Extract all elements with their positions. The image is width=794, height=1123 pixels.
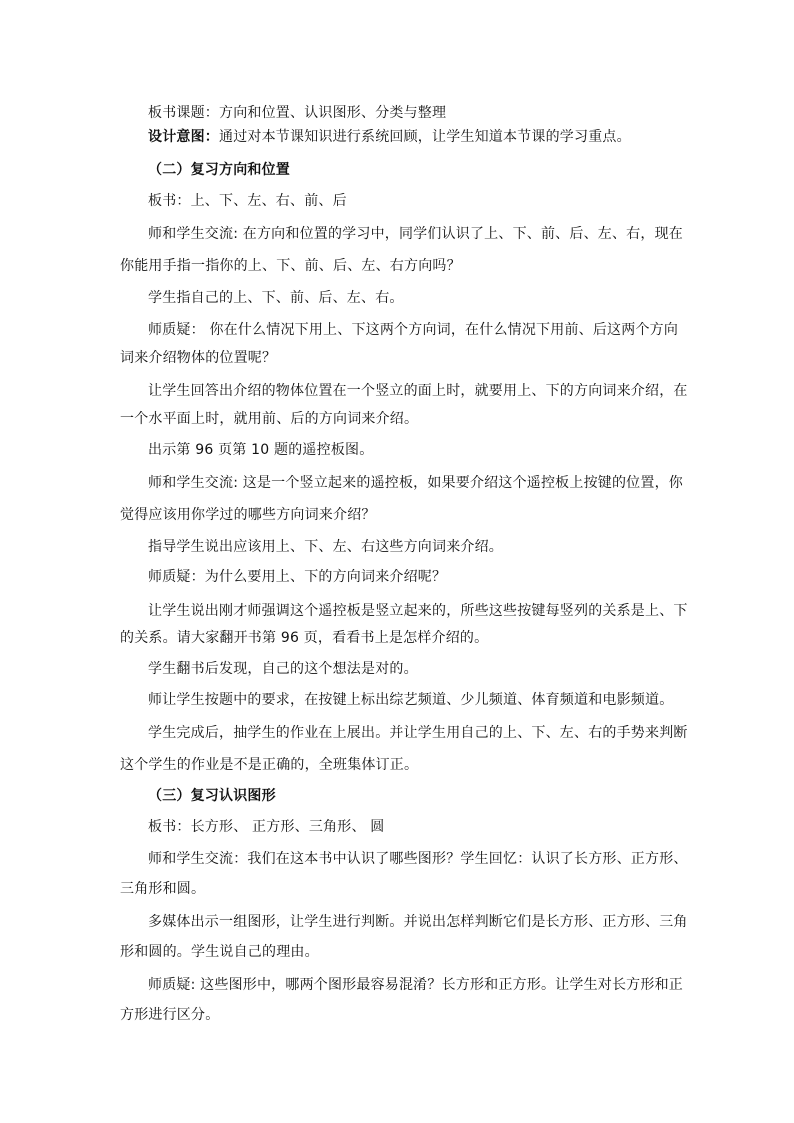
- s2-p4-line1: 让学生回答出介绍的物体位置在一个竖立的面上时，就要用上、下的方向词来介绍，在: [148, 383, 688, 399]
- s2-p1-line2: 你能用手指一指你的上、下、前、后、左、右方向吗？: [120, 258, 461, 274]
- s2-p7: 指导学生说出应该用上、下、左、右这些方向词来介绍。: [148, 539, 503, 555]
- s3-p1-line1: 师和学生交流：我们在这本书中认识了哪些图形？学生回忆：认识了长方形、正方形、: [148, 851, 688, 867]
- s2-p12-line1: 学生完成后，抽学生的作业在上展出。并让学生用自己的上、下、左、右的手势来判断: [148, 725, 688, 741]
- s2-p3-line2: 词来介绍物体的位置呢？: [120, 350, 277, 366]
- design-intent-label: 设计意图：: [148, 129, 219, 145]
- s2-p8: 师质疑：为什么要用上、下的方向词来介绍呢？: [148, 569, 447, 585]
- s2-p10: 学生翻书后发现，自己的这个想法是对的。: [148, 661, 418, 677]
- s3-p3-line1: 师质疑: 这些图形中，哪两个图形最容易混淆？长方形和正方形。让学生对长方形和正: [148, 977, 683, 993]
- s2-p9-line1: 让学生说出刚才师强调这个遥控板是竖立起来的，所些这些按键每竖列的关系是上、下: [148, 603, 688, 619]
- board-title-label: 板书课题：: [148, 105, 219, 121]
- section-heading-shapes: （三）复习认识图形: [148, 788, 276, 804]
- s2-p9-line2: 的关系。请大家翻开书第 96 页，看看书上是怎样介绍的。: [120, 630, 489, 646]
- s3-p2-line1: 多媒体出示一组图形，让学生进行判断。并说出怎样判断它们是长方形、正方形、三角: [148, 914, 688, 930]
- board-title-text: 方向和位置、认识图形、分类与整理: [219, 105, 447, 121]
- design-intent-line: [148, 127, 631, 147]
- s2-p5: 出示第 96 页第 10 题的遥控板图。: [148, 442, 374, 458]
- s2-p1-line1: 师和学生交流: 在方向和位置的学习中，同学们认识了上、下、前、后、左、右，现在: [148, 226, 683, 242]
- s2-p11: 师让学生按题中的要求，在按键上标出综艺频道、少儿频道、体育频道和电影频道。: [148, 692, 674, 708]
- s2-p2: 学生指自己的上、下、前、后、左、右。: [148, 290, 404, 306]
- s3-p1-line2: 三角形和圆。: [120, 881, 206, 897]
- s2-p6-line2: 觉得应该用你学过的哪些方向词来介绍？: [120, 507, 376, 523]
- s2-board-line: 板书：上、下、左、右、前、后: [148, 193, 347, 209]
- s3-p2-line2: 形和圆的。学生说自己的理由。: [120, 944, 319, 960]
- s2-p12-line2: 这个学生的作业是不是正确的，全班集体订正。: [120, 757, 419, 773]
- s3-board-line: 板书：长方形、 正方形、三角形、 圆: [148, 819, 385, 835]
- board-title-line: [148, 103, 446, 123]
- s2-p6-line1: 师和学生交流: 这是一个竖立起来的遥控板，如果要介绍这个遥控板上按键的位置，你: [148, 475, 683, 491]
- s2-p3-line1: 师质疑： 你在什么情况下用上、下这两个方向词，在什么情况下用前、后这两个方向: [148, 322, 679, 338]
- s2-p4-line2: 一个水平面上时，就用前、后的方向词来介绍。: [120, 411, 419, 427]
- section-heading-direction-position: （二）复习方向和位置: [148, 162, 290, 178]
- design-intent-text: 通过对本节课知识进行系统回顾，让学生知道本节课的学习重点。: [219, 129, 631, 145]
- s3-p3-line2: 方形进行区分。: [120, 1007, 220, 1023]
